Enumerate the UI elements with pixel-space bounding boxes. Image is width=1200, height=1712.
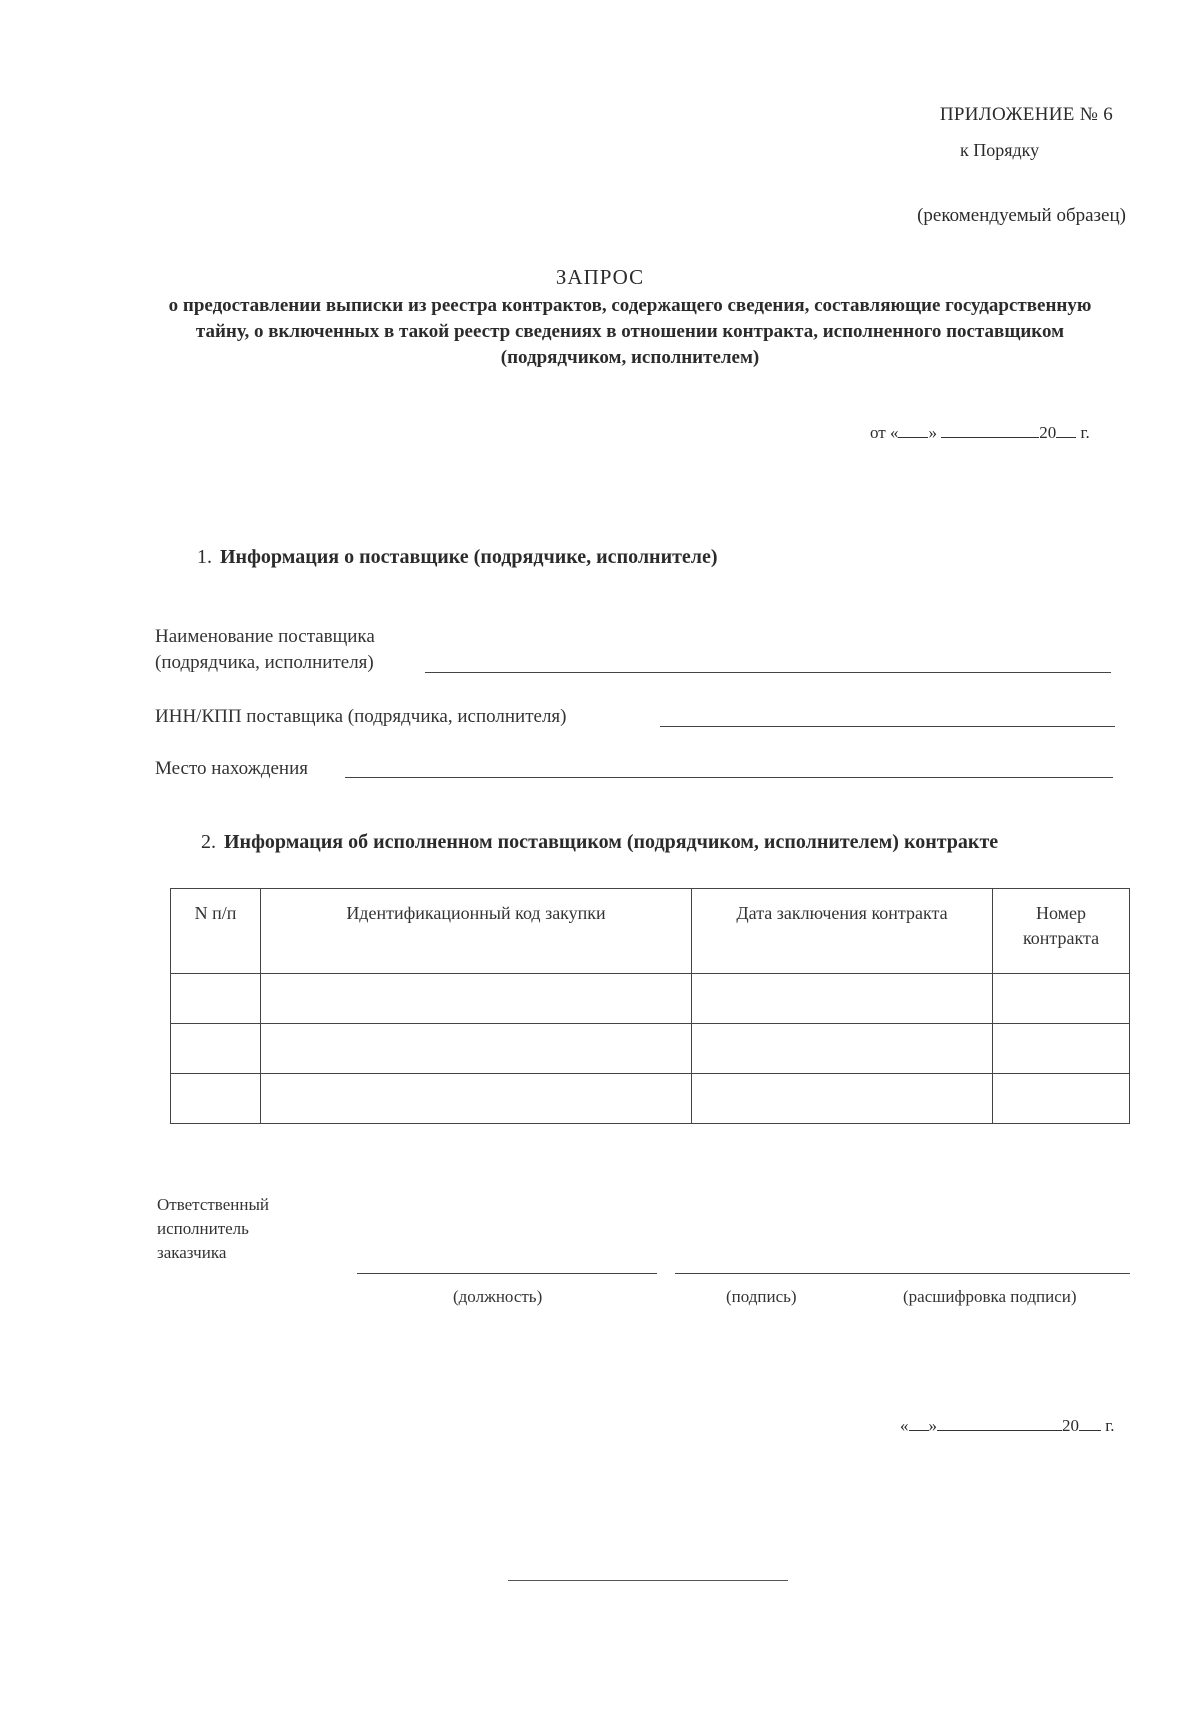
col-header-number: N п/п [171,889,261,974]
day-blank[interactable] [898,422,928,438]
col-header-procurement-code: Идентификационный код закупки [261,889,692,974]
table-header-row [171,889,1130,974]
supplier-name-label-line1: Наименование поставщика [155,626,375,647]
year-blank[interactable] [1056,422,1076,438]
col-header-contract-number: Номер контракта [993,889,1130,974]
supplier-name-label-line2: (подрядчика, исполнителя) [155,652,374,673]
section-1-heading [197,546,718,569]
table-row [171,1024,1130,1074]
signature-field[interactable] [675,1273,1130,1274]
bottom-month-blank[interactable] [937,1415,1062,1431]
request-date-line [870,422,1090,443]
table-row [171,974,1130,1024]
responsible-label-line3: заказчика [157,1243,227,1262]
bottom-date-suffix: г. [1105,1416,1115,1435]
position-field[interactable] [357,1273,657,1274]
table-cell[interactable] [692,974,993,1024]
section-2-title: Информация об исполненном поставщиком (подрядчиком, исполнителем) контракте [224,831,999,853]
date-middle: » [928,423,937,442]
inn-kpp-field[interactable] [660,726,1115,727]
col-header-contract-date: Дата заключения контракта [692,889,993,974]
section-2-heading [201,831,998,854]
responsible-label-line1: Ответственный [157,1195,269,1214]
signature-caption: (подпись) [726,1287,797,1306]
signature-date-line [900,1415,1115,1436]
table-cell[interactable] [692,1074,993,1124]
table-cell[interactable] [261,974,692,1024]
responsible-executor-label [157,1193,269,1265]
footnote-separator [508,1580,788,1581]
table-cell[interactable] [692,1024,993,1074]
table-row [171,1074,1130,1124]
table-cell[interactable] [261,1024,692,1074]
signature-decoding-caption: (расшифровка подписи) [903,1287,1077,1306]
bottom-day-blank[interactable] [909,1415,929,1431]
document-title: ЗАПРОС [555,265,645,289]
appendix-title: ПРИЛОЖЕНИЕ № 6 [939,104,1113,125]
date-suffix: г. [1080,423,1090,442]
table-cell[interactable] [993,1024,1130,1074]
table-cell[interactable] [993,974,1130,1024]
table-cell[interactable] [171,974,261,1024]
location-label: Место нахождения [155,758,308,779]
year-prefix: 20 [1039,423,1057,442]
position-caption: (должность) [453,1287,543,1306]
table-cell[interactable] [993,1074,1130,1124]
inn-kpp-label: ИНН/КПП поставщика (подрядчика, исполнителя) [155,706,567,727]
section-2-number: 2. [201,831,216,853]
bottom-year-prefix: 20 [1062,1416,1079,1435]
section-1-title: Информация о поставщике (подрядчике, исполнителе) [220,546,718,568]
section-1-number: 1. [197,546,212,568]
bottom-date-prefix: « [900,1416,909,1435]
recommended-note: (рекомендуемый образец) [917,205,1126,226]
bottom-date-middle: » [928,1416,937,1435]
table-cell[interactable] [171,1074,261,1124]
table-cell[interactable] [171,1024,261,1074]
contract-info-table [170,888,1130,1124]
table-cell[interactable] [261,1074,692,1124]
month-blank[interactable] [941,422,1039,438]
supplier-name-field[interactable] [425,672,1111,673]
bottom-year-blank[interactable] [1079,1415,1101,1431]
date-prefix: от « [870,423,899,442]
document-subtitle: о предоставлении выписки из реестра контрактов, содержащего сведения, составляющие государственную тайну, о включенных в такой реестр сведениях в отношении контракта, исполненного поставщиком (подрядчиком, исполнителем) [168,295,1092,368]
responsible-label-line2: исполнитель [157,1219,249,1238]
appendix-reference: к Порядку [960,140,1040,160]
location-field[interactable] [345,777,1113,778]
